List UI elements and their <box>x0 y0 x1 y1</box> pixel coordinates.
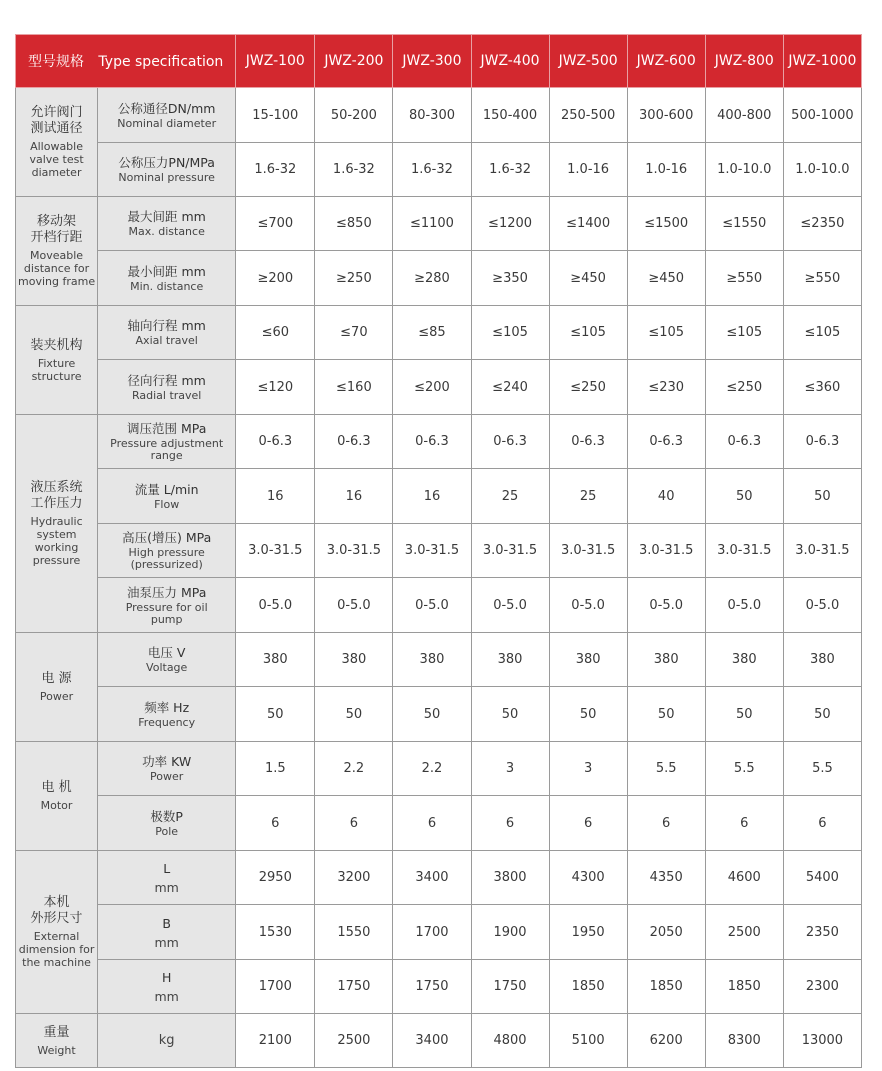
group-label-en: Allowable valve test diameter <box>29 140 84 179</box>
param-label-cn: L <box>163 861 171 876</box>
value-cell: 50 <box>236 687 315 742</box>
value-cell: 1850 <box>627 960 705 1014</box>
table-row <box>16 578 862 633</box>
value-cell: 0-5.0 <box>315 578 393 633</box>
model-header: JWZ-300 <box>393 35 471 88</box>
value-cell: ≤1100 <box>393 197 471 251</box>
value-cell: 2500 <box>315 1014 393 1068</box>
value-cell: ≥450 <box>549 251 627 306</box>
value-cell: 1700 <box>236 960 315 1014</box>
value-cell: 5400 <box>783 851 861 905</box>
value-cell: ≥250 <box>315 251 393 306</box>
value-cell: 4300 <box>549 851 627 905</box>
param-label <box>98 469 236 524</box>
value-cell: ≤120 <box>236 360 315 415</box>
value-cell: 0-6.3 <box>549 415 627 469</box>
value-cell: 500-1000 <box>783 88 861 143</box>
value-cell: 3 <box>549 742 627 796</box>
value-cell: 8300 <box>705 1014 783 1068</box>
value-cell: 1850 <box>705 960 783 1014</box>
param-label-cn: 公称压力PN/MPa <box>118 155 215 170</box>
value-cell: 150-400 <box>471 88 549 143</box>
value-cell: 5.5 <box>627 742 705 796</box>
value-cell: ≥200 <box>236 251 315 306</box>
value-cell: 0-5.0 <box>393 578 471 633</box>
value-cell: 50 <box>705 469 783 524</box>
value-cell: ≤240 <box>471 360 549 415</box>
value-cell: 25 <box>549 469 627 524</box>
group-label <box>16 306 98 415</box>
value-cell: 50-200 <box>315 88 393 143</box>
value-cell: 80-300 <box>393 88 471 143</box>
value-cell: 250-500 <box>549 88 627 143</box>
table-row <box>16 197 862 251</box>
value-cell: 50 <box>471 687 549 742</box>
param-label-cn: B <box>162 915 171 931</box>
value-cell: 0-6.3 <box>471 415 549 469</box>
param-label <box>98 960 236 1014</box>
value-cell: 50 <box>549 687 627 742</box>
table-row <box>16 306 862 360</box>
group-label-cn: 重量 <box>43 1024 70 1040</box>
model-header: JWZ-600 <box>627 35 705 88</box>
value-cell: 1850 <box>549 960 627 1014</box>
value-cell: 5.5 <box>705 742 783 796</box>
param-label <box>98 415 236 469</box>
group-label-en: Power <box>39 690 74 703</box>
value-cell: ≥280 <box>393 251 471 306</box>
param-label <box>98 524 236 578</box>
param-label <box>98 742 236 796</box>
header-label-cn: 型号规格 <box>27 54 84 70</box>
group-label-cn: 装夹机构 <box>30 337 83 353</box>
group-label-en: Fixture structure <box>31 356 82 383</box>
value-cell: 16 <box>393 469 471 524</box>
value-cell: ≤70 <box>315 306 393 360</box>
param-label-en: Nominal pressure <box>118 171 215 184</box>
table-row <box>16 905 862 960</box>
value-cell: 3400 <box>393 851 471 905</box>
model-header: JWZ-200 <box>315 35 393 88</box>
value-cell: 3.0-31.5 <box>549 524 627 578</box>
param-label-cn: 流量 L/min <box>134 481 199 497</box>
param-label-en: Radial travel <box>131 388 202 402</box>
value-cell: ≤700 <box>236 197 315 251</box>
group-label <box>16 742 98 851</box>
param-label-cn: 电压 V <box>147 645 186 660</box>
param-label <box>98 796 236 851</box>
value-cell: 4350 <box>627 851 705 905</box>
param-label <box>98 360 236 415</box>
value-cell: ≤200 <box>393 360 471 415</box>
value-cell: 6200 <box>627 1014 705 1068</box>
value-cell: 380 <box>471 633 549 687</box>
value-cell: ≤105 <box>471 306 549 360</box>
value-cell: 0-6.3 <box>315 415 393 469</box>
table-row <box>16 88 862 143</box>
table-row <box>16 360 862 415</box>
value-cell: 16 <box>315 469 393 524</box>
table-row <box>16 1014 862 1068</box>
value-cell: ≤1550 <box>705 197 783 251</box>
value-cell: 2.2 <box>393 742 471 796</box>
value-cell: 1750 <box>393 960 471 1014</box>
table-row <box>16 960 862 1014</box>
value-cell: 50 <box>315 687 393 742</box>
value-cell: 3.0-31.5 <box>471 524 549 578</box>
param-label-en: mm <box>154 880 179 895</box>
param-label <box>98 851 236 905</box>
value-cell: 1.0-10.0 <box>705 143 783 197</box>
value-cell: 50 <box>783 687 861 742</box>
model-header: JWZ-400 <box>471 35 549 88</box>
param-label-en: Flow <box>154 497 180 511</box>
value-cell: 3.0-31.5 <box>236 524 315 578</box>
value-cell: 380 <box>705 633 783 687</box>
param-label-en: Axial travel <box>135 334 198 347</box>
param-label-cn: 公称通径DN/mm <box>117 100 216 116</box>
group-label-en: Motor <box>40 799 73 812</box>
value-cell: 3.0-31.5 <box>393 524 471 578</box>
value-cell: 3200 <box>315 851 393 905</box>
value-cell: ≤230 <box>627 360 705 415</box>
param-label-cn: 调压范围 MPa <box>126 421 207 436</box>
model-header: JWZ-100 <box>236 35 315 88</box>
param-label-cn: 径向行程 mm <box>127 372 206 388</box>
value-cell: 3400 <box>393 1014 471 1068</box>
param-label-cn: 油泵压力 MPa <box>126 584 207 600</box>
group-label-en: External dimension for the machine <box>18 930 95 969</box>
group-label <box>16 851 98 1014</box>
value-cell: 1750 <box>315 960 393 1014</box>
param-label-cn: 频率 Hz <box>144 699 190 715</box>
value-cell: 3800 <box>471 851 549 905</box>
value-cell: 1.6-32 <box>393 143 471 197</box>
model-header: JWZ-1000 <box>783 35 861 88</box>
value-cell: 0-6.3 <box>393 415 471 469</box>
value-cell: ≤1500 <box>627 197 705 251</box>
param-label <box>98 88 236 143</box>
model-header: JWZ-800 <box>705 35 783 88</box>
value-cell: 50 <box>627 687 705 742</box>
value-cell: 1700 <box>393 905 471 960</box>
value-cell: 6 <box>705 796 783 851</box>
param-label <box>98 143 236 197</box>
value-cell: 2050 <box>627 905 705 960</box>
value-cell: 4800 <box>471 1014 549 1068</box>
table-row <box>16 469 862 524</box>
value-cell: ≤1200 <box>471 197 549 251</box>
param-label-cn: 高压(增压) MPa <box>122 530 212 545</box>
value-cell: 400-800 <box>705 88 783 143</box>
value-cell: ≤250 <box>549 360 627 415</box>
value-cell: 50 <box>705 687 783 742</box>
value-cell: 1900 <box>471 905 549 960</box>
header-row <box>16 35 862 88</box>
value-cell: 1550 <box>315 905 393 960</box>
value-cell: 0-6.3 <box>236 415 315 469</box>
group-label <box>16 415 98 633</box>
param-label-cn: 功率 KW <box>142 754 192 769</box>
value-cell: ≥350 <box>471 251 549 306</box>
group-label-en: Weight <box>37 1043 76 1057</box>
value-cell: ≤105 <box>627 306 705 360</box>
value-cell: 1.0-16 <box>627 143 705 197</box>
group-label-en: Hydraulic system working pressure <box>30 515 83 567</box>
value-cell: 50 <box>783 469 861 524</box>
value-cell: 50 <box>393 687 471 742</box>
value-cell: 15-100 <box>236 88 315 143</box>
value-cell: 0-5.0 <box>783 578 861 633</box>
value-cell: 6 <box>783 796 861 851</box>
param-label-en: Frequency <box>138 715 196 729</box>
group-label <box>16 1014 98 1068</box>
param-label-en: Max. distance <box>128 225 205 238</box>
value-cell: ≤160 <box>315 360 393 415</box>
value-cell: 4600 <box>705 851 783 905</box>
param-label <box>98 251 236 306</box>
group-label-cn: 液压系统 工作压力 <box>30 480 83 511</box>
value-cell: 1.6-32 <box>315 143 393 197</box>
value-cell: 40 <box>627 469 705 524</box>
value-cell: 2.2 <box>315 742 393 796</box>
value-cell: 0-6.3 <box>627 415 705 469</box>
value-cell: 6 <box>627 796 705 851</box>
value-cell: 1.5 <box>236 742 315 796</box>
value-cell: 380 <box>315 633 393 687</box>
value-cell: 5100 <box>549 1014 627 1068</box>
value-cell: 3 <box>471 742 549 796</box>
value-cell: 25 <box>471 469 549 524</box>
table-row <box>16 143 862 197</box>
table-row <box>16 251 862 306</box>
param-label <box>98 633 236 687</box>
value-cell: 380 <box>393 633 471 687</box>
group-label-cn: 本机 外形尺寸 <box>30 895 83 926</box>
param-label-en: kg <box>158 1032 175 1048</box>
value-cell: ≤105 <box>549 306 627 360</box>
value-cell: 2350 <box>783 905 861 960</box>
value-cell: 3.0-31.5 <box>315 524 393 578</box>
table-row <box>16 633 862 687</box>
param-label-en: Pole <box>155 824 179 838</box>
value-cell: 380 <box>236 633 315 687</box>
value-cell: 2500 <box>705 905 783 960</box>
value-cell: 1.6-32 <box>236 143 315 197</box>
group-label-cn: 电 机 <box>41 780 72 795</box>
value-cell: ≥550 <box>783 251 861 306</box>
value-cell: 6 <box>315 796 393 851</box>
value-cell: ≤85 <box>393 306 471 360</box>
value-cell: 2950 <box>236 851 315 905</box>
group-label-cn: 允许阀门 测试通径 <box>30 105 83 136</box>
value-cell: 6 <box>549 796 627 851</box>
table-row <box>16 415 862 469</box>
param-label <box>98 306 236 360</box>
value-cell: ≤60 <box>236 306 315 360</box>
param-label-en: Voltage <box>146 661 188 674</box>
value-cell: ≥550 <box>705 251 783 306</box>
value-cell: 0-5.0 <box>627 578 705 633</box>
value-cell: ≤1400 <box>549 197 627 251</box>
param-label-cn: 极数P <box>150 808 183 824</box>
table-row <box>16 687 862 742</box>
table-row <box>16 796 862 851</box>
param-label-cn: 轴向行程 mm <box>127 318 206 333</box>
value-cell: 0-5.0 <box>471 578 549 633</box>
group-label <box>16 197 98 306</box>
param-label-en: mm <box>154 934 179 950</box>
value-cell: 2100 <box>236 1014 315 1068</box>
value-cell: 6 <box>236 796 315 851</box>
param-label <box>98 578 236 633</box>
value-cell: ≤105 <box>705 306 783 360</box>
value-cell: 300-600 <box>627 88 705 143</box>
spec-body <box>16 88 862 1068</box>
value-cell: 1530 <box>236 905 315 960</box>
value-cell: 380 <box>783 633 861 687</box>
param-label-en: Pressure adjustment range <box>110 437 224 462</box>
value-cell: ≤360 <box>783 360 861 415</box>
value-cell: 1.0-10.0 <box>783 143 861 197</box>
header-label <box>16 35 236 88</box>
group-label-cn: 电 源 <box>41 671 72 686</box>
spec-table <box>15 34 862 1068</box>
value-cell: 0-5.0 <box>236 578 315 633</box>
value-cell: 16 <box>236 469 315 524</box>
param-label-cn: 最小间距 mm <box>127 263 206 279</box>
value-cell: 6 <box>471 796 549 851</box>
value-cell: 380 <box>627 633 705 687</box>
value-cell: 5.5 <box>783 742 861 796</box>
value-cell: 13000 <box>783 1014 861 1068</box>
value-cell: 0-6.3 <box>705 415 783 469</box>
value-cell: ≤2350 <box>783 197 861 251</box>
value-cell: ≤250 <box>705 360 783 415</box>
value-cell: 380 <box>549 633 627 687</box>
group-label <box>16 88 98 197</box>
value-cell: 1750 <box>471 960 549 1014</box>
param-label-cn: 最大间距 mm <box>127 209 206 224</box>
param-label-en: mm <box>154 989 179 1004</box>
group-label-cn: 移动架 开档行距 <box>30 214 83 245</box>
value-cell: 0-5.0 <box>705 578 783 633</box>
value-cell: ≤105 <box>783 306 861 360</box>
value-cell: 3.0-31.5 <box>705 524 783 578</box>
table-row <box>16 851 862 905</box>
value-cell: 2300 <box>783 960 861 1014</box>
value-cell: 0-6.3 <box>783 415 861 469</box>
table-row <box>16 524 862 578</box>
param-label-en: Pressure for oil pump <box>125 600 208 626</box>
param-label-en: Min. distance <box>130 279 204 293</box>
group-label <box>16 633 98 742</box>
value-cell: ≥450 <box>627 251 705 306</box>
value-cell: ≤850 <box>315 197 393 251</box>
value-cell: 1950 <box>549 905 627 960</box>
param-label-cn: H <box>161 970 172 985</box>
param-label <box>98 1014 236 1068</box>
value-cell: 6 <box>393 796 471 851</box>
param-label <box>98 905 236 960</box>
value-cell: 1.6-32 <box>471 143 549 197</box>
table-row <box>16 742 862 796</box>
value-cell: 0-5.0 <box>549 578 627 633</box>
header-label-en: Type specification <box>98 54 224 70</box>
value-cell: 1.0-16 <box>549 143 627 197</box>
value-cell: 3.0-31.5 <box>783 524 861 578</box>
value-cell: 3.0-31.5 <box>627 524 705 578</box>
param-label <box>98 197 236 251</box>
param-label-en: Power <box>150 770 184 783</box>
group-label-en: Moveable distance for moving frame <box>18 249 96 288</box>
param-label <box>98 687 236 742</box>
param-label-en: Nominal diameter <box>117 116 217 130</box>
param-label-en: High pressure (pressurized) <box>128 546 205 571</box>
model-header: JWZ-500 <box>549 35 627 88</box>
